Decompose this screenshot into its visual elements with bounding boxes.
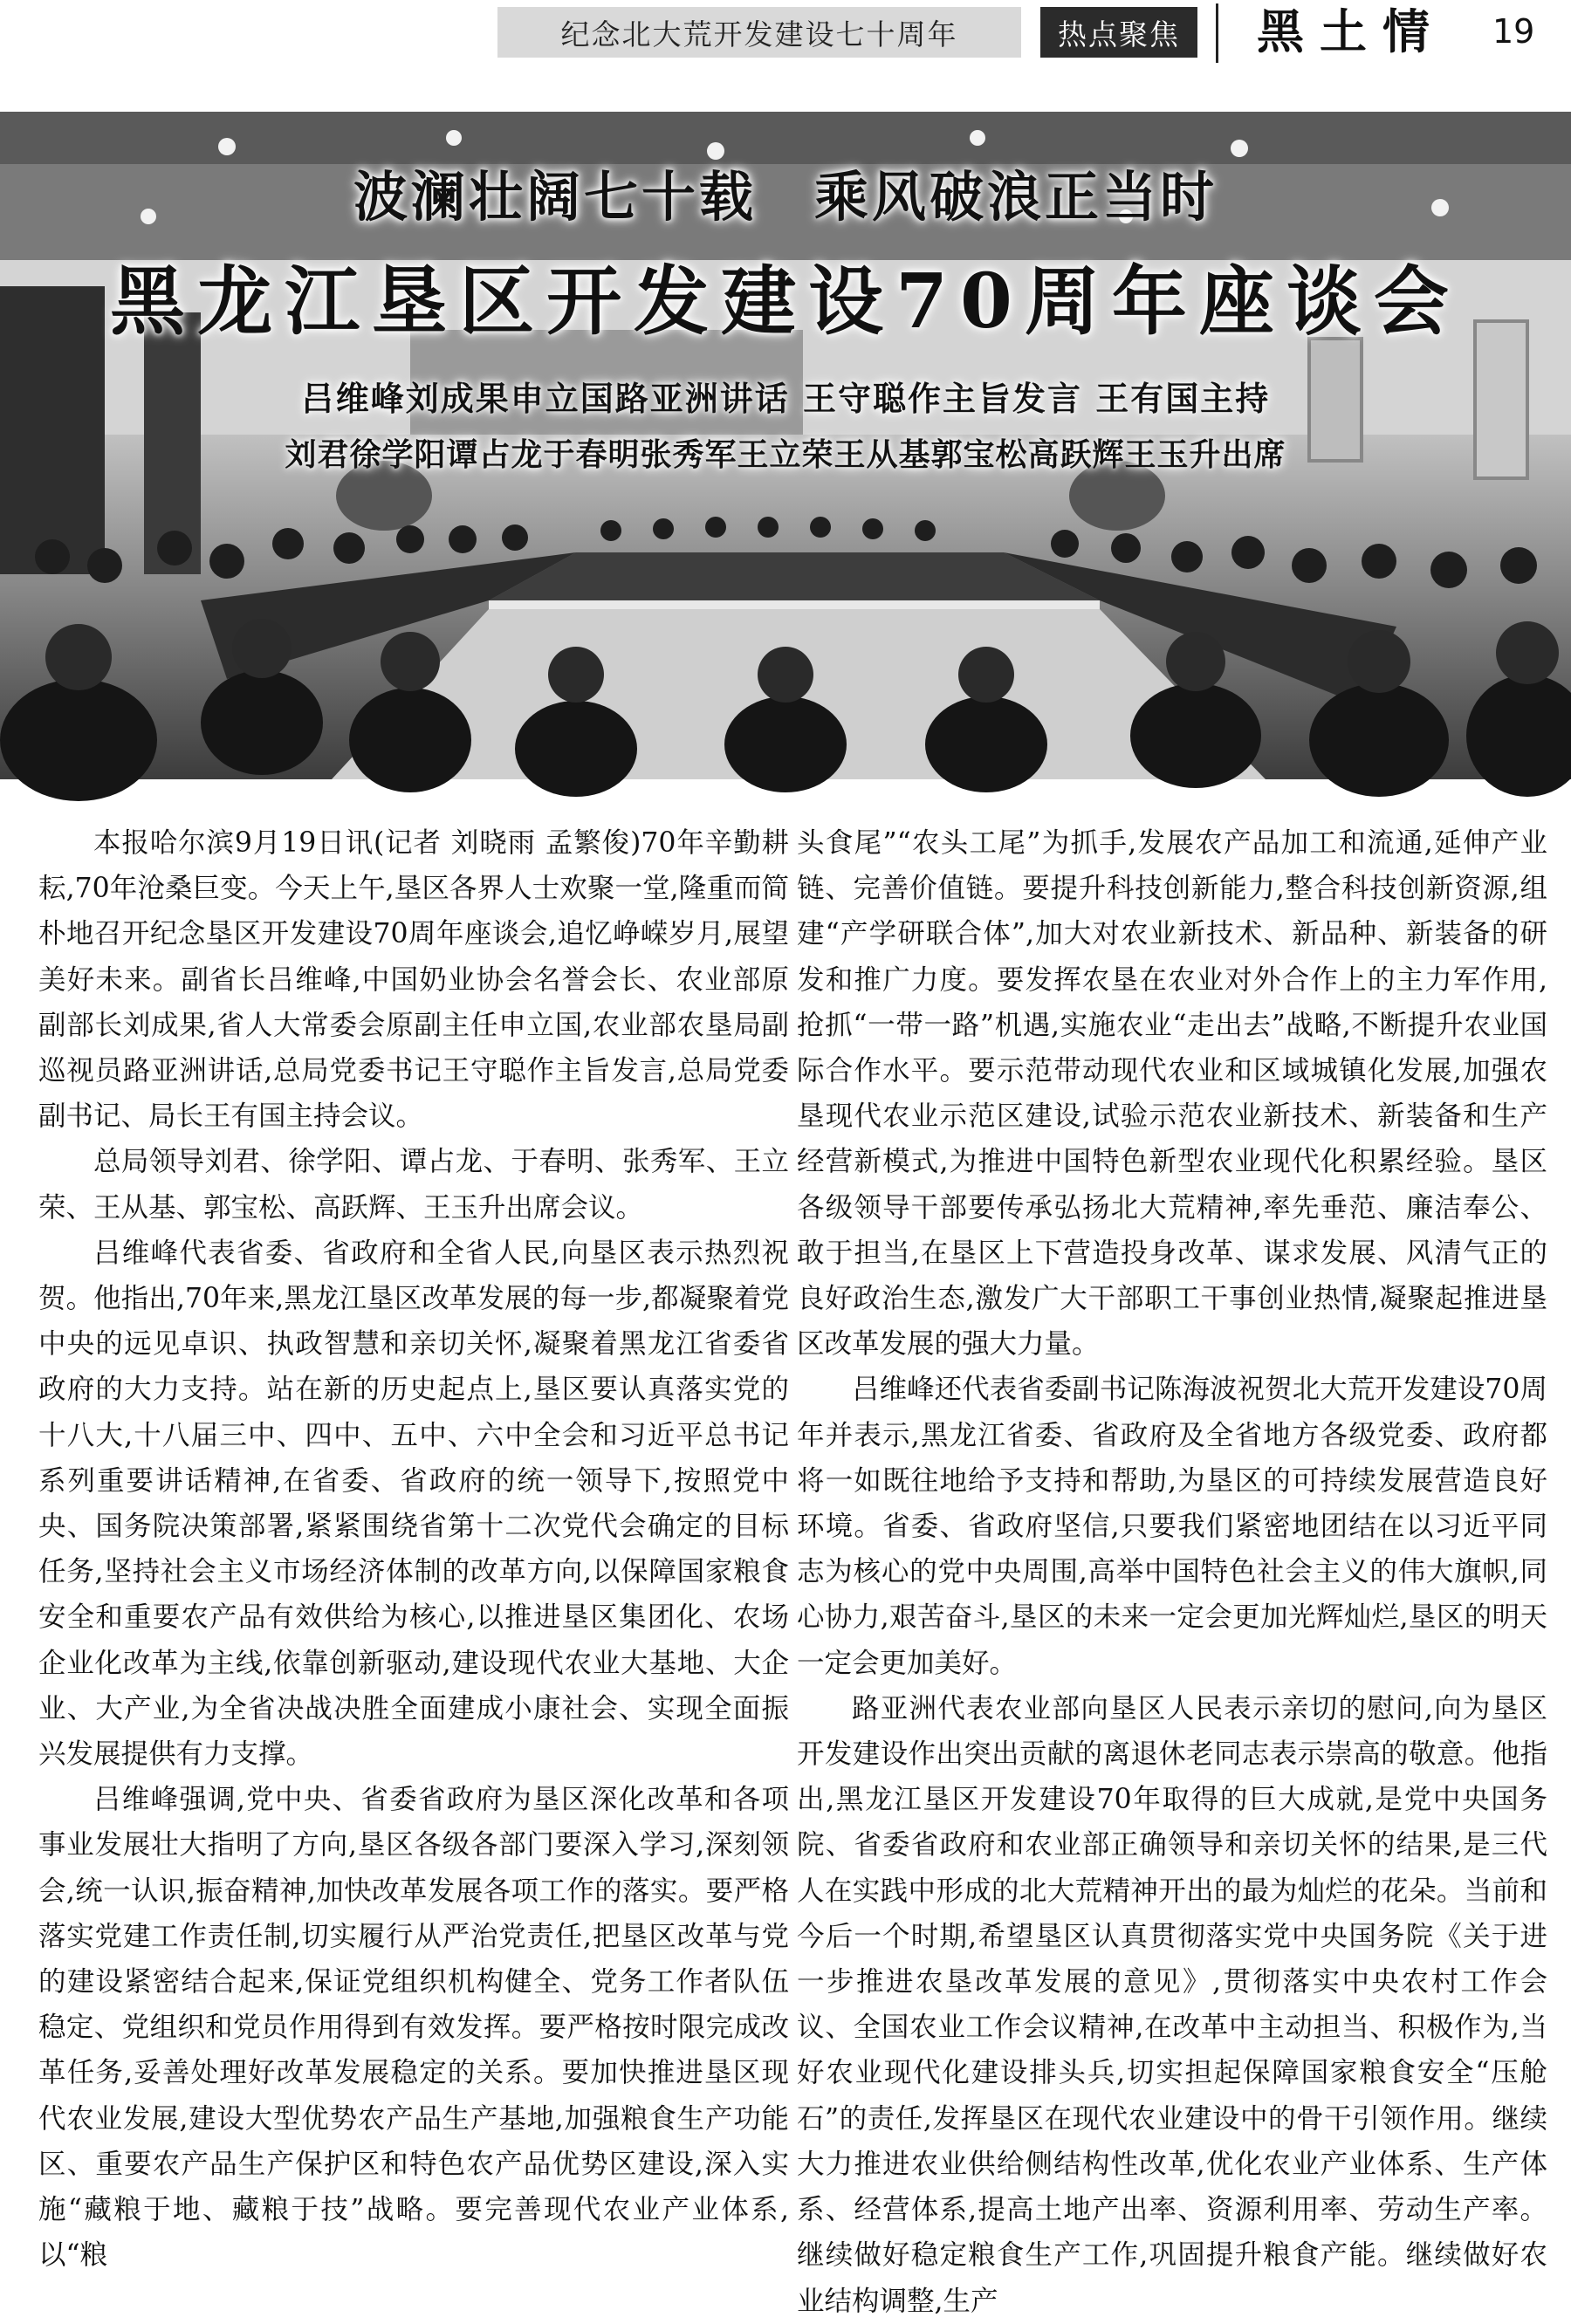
headline-subtitle: 波澜壮阔七十载 乘风破浪正当时 [353,165,1218,229]
headline-attendees: 刘君徐学阳谭占龙于春明张秀军王立荣王从基郭宝松高跃辉王玉升出席 [285,436,1286,473]
article-paragraph: 总局领导刘君、徐学阳、谭占龙、于春明、张秀军、王立荣、王从基、郭宝松、高跃辉、王玉升出席会议。 [38,1146,789,1224]
article-paragraph: 路亚洲代表农业部向垦区人民表示亲切的慰问,向为垦区开发建设作出突出贡献的离退休老同志表示崇高的敬意。他指出,黑龙江垦区开发建设70年取得的巨大成就,是党中央国务院、省委省政府和农业部正确领导和亲切关怀的结果,是三代人在实践中形成的北大荒精神开出的最为灿烂的花朵。当前和今后一个时期,希望垦区认真贯彻落实党中央国务院《关于进一步推进农垦改革发展的意见》,贯彻落实中央农村工作会议、全国农业工作会议精神,在改革中主动担当、积极作为,当好农业现代化建设排头兵,切实担起保障国家粮食安全“压舱石”的责任,发挥垦区在现代农业建设中的骨干引领作用。继续大力推进农业供给侧结构性改革,优化农业产业体系、生产体系、经营体系,提高土地产出率、资源利用率、劳动生产率。继续做好稳定粮食生产工作,巩固提升粮食产能。继续做好农业结构调整,生产 [797,1692,1547,2317]
headline-title: 黑龙江垦区开发建设70周年座谈会 [110,257,1461,346]
article-column-left [38,820,789,2272]
meeting-photo [0,112,1571,779]
article-paragraph: 吕维峰代表省委、省政府和全省人民,向垦区表示热烈祝贺。他指出,70年来,黑龙江垦区改革发展的每一步,都凝聚着党中央的远见卓识、执政智慧和亲切关怀,凝聚着黑龙江省委省政府的大力支持。站在新的历史起点上,垦区要认真落实党的十八大,十八届三中、四中、五中、六中全会和习近平总书记系列重要讲话精神,在省委、省政府的统一领导下,按照党中央、国务院决策部署,紧紧围绕省第十二次党代会确定的目标任务,坚持社会主义市场经济体制的改革方向,以保障国家粮食安全和重要农产品有效供给为核心,以推进垦区集团化、农场企业化改革为主线,依靠创新驱动,建设现代农业大基地、大企业、大产业,为全省决战决胜全面建成小康社会、实现全面振兴发展提供有力支撑。 [38,1237,789,1771]
article-column-right [797,820,1547,2317]
section-title: 纪念北大荒开发建设七十周年 [497,7,1021,58]
page-header [0,0,1571,70]
article-paragraph: 本报哈尔滨9月19日讯(记者 刘晓雨 孟繁俊)70年辛勤耕耘,70年沧桑巨变。今天上午,垦区各界人士欢聚一堂,隆重而简朴地召开纪念垦区开发建设70周年座谈会,追忆峥嵘岁月,展望美好未来。副省长吕维峰,中国奶业协会名誉会长、农业部原副部长刘成果,省人大常委会原副主任申立国,农业部农垦局副巡视员路亚洲讲话,总局党委书记王守聪作主旨发言,总局党委副书记、局长王有国主持会议。 [38,827,789,1133]
headline-speakers: 吕维峰刘成果申立国路亚洲讲话 王守聪作主旨发言 王有国主持 [300,379,1271,418]
page-number: 19 [1492,12,1535,51]
hot-topic-tag: 热点聚焦 [1040,7,1197,58]
article-paragraph: 吕维峰强调,党中央、省委省政府为垦区深化改革和各项事业发展壮大指明了方向,垦区各级各部门要深入学习,深刻领会,统一认识,振奋精神,加快改革发展各项工作的落实。要严格落实党建工作责任制,切实履行从严治党责任,把垦区改革与党的建设紧密结合起来,保证党组织机构健全、党务工作者队伍稳定、党组织和党员作用得到有效发挥。要严格按时限完成改革任务,妥善处理好改革发展稳定的关系。要加快推进垦区现代农业发展,建设大型优势农产品生产基地,加强粮食生产功能区、重要农产品生产保护区和特色农产品优势区建设,深入实施“藏粮于地、藏粮于技”战略。要完善现代农业产业体系,以“粮 [38,1784,789,2272]
header-divider [1216,3,1218,63]
article-paragraph: 吕维峰还代表省委副书记陈海波祝贺北大荒开发建设70周年并表示,黑龙江省委、省政府及全省地方各级党委、政府都将一如既往地给予支持和帮助,为垦区的可持续发展营造良好环境。省委、省政府坚信,只要我们紧密地团结在以习近平同志为核心的党中央周围,高举中国特色社会主义的伟大旗帜,同心协力,艰苦奋斗,垦区的未来一定会更加光辉灿烂,垦区的明天一定会更加美好。 [797,1374,1547,1679]
brand-logo: 黑土情 [1257,3,1445,59]
article-paragraph: 头食尾”“农头工尾”为抓手,发展农产品加工和流通,延伸产业链、完善价值链。要提升科技创新能力,整合科技创新资源,组建“产学研联合体”,加大对农业新技术、新品种、新装备的研发和推广力度。要发挥农垦在农业对外合作上的主力军作用,抢抓“一带一路”机遇,实施农业“走出去”战略,不断提升农业国际合作水平。要示范带动现代农业和区域城镇化发展,加强农垦现代农业示范区建设,试验示范农业新技术、新装备和生产经营新模式,为推进中国特色新型农业现代化积累经验。垦区各级领导干部要传承弘扬北大荒精神,率先垂范、廉洁奉公、敢于担当,在垦区上下营造投身改革、谋求发展、风清气正的良好政治生态,激发广大干部职工干事创业热情,凝聚起推进垦区改革发展的强大力量。 [797,827,1547,1361]
